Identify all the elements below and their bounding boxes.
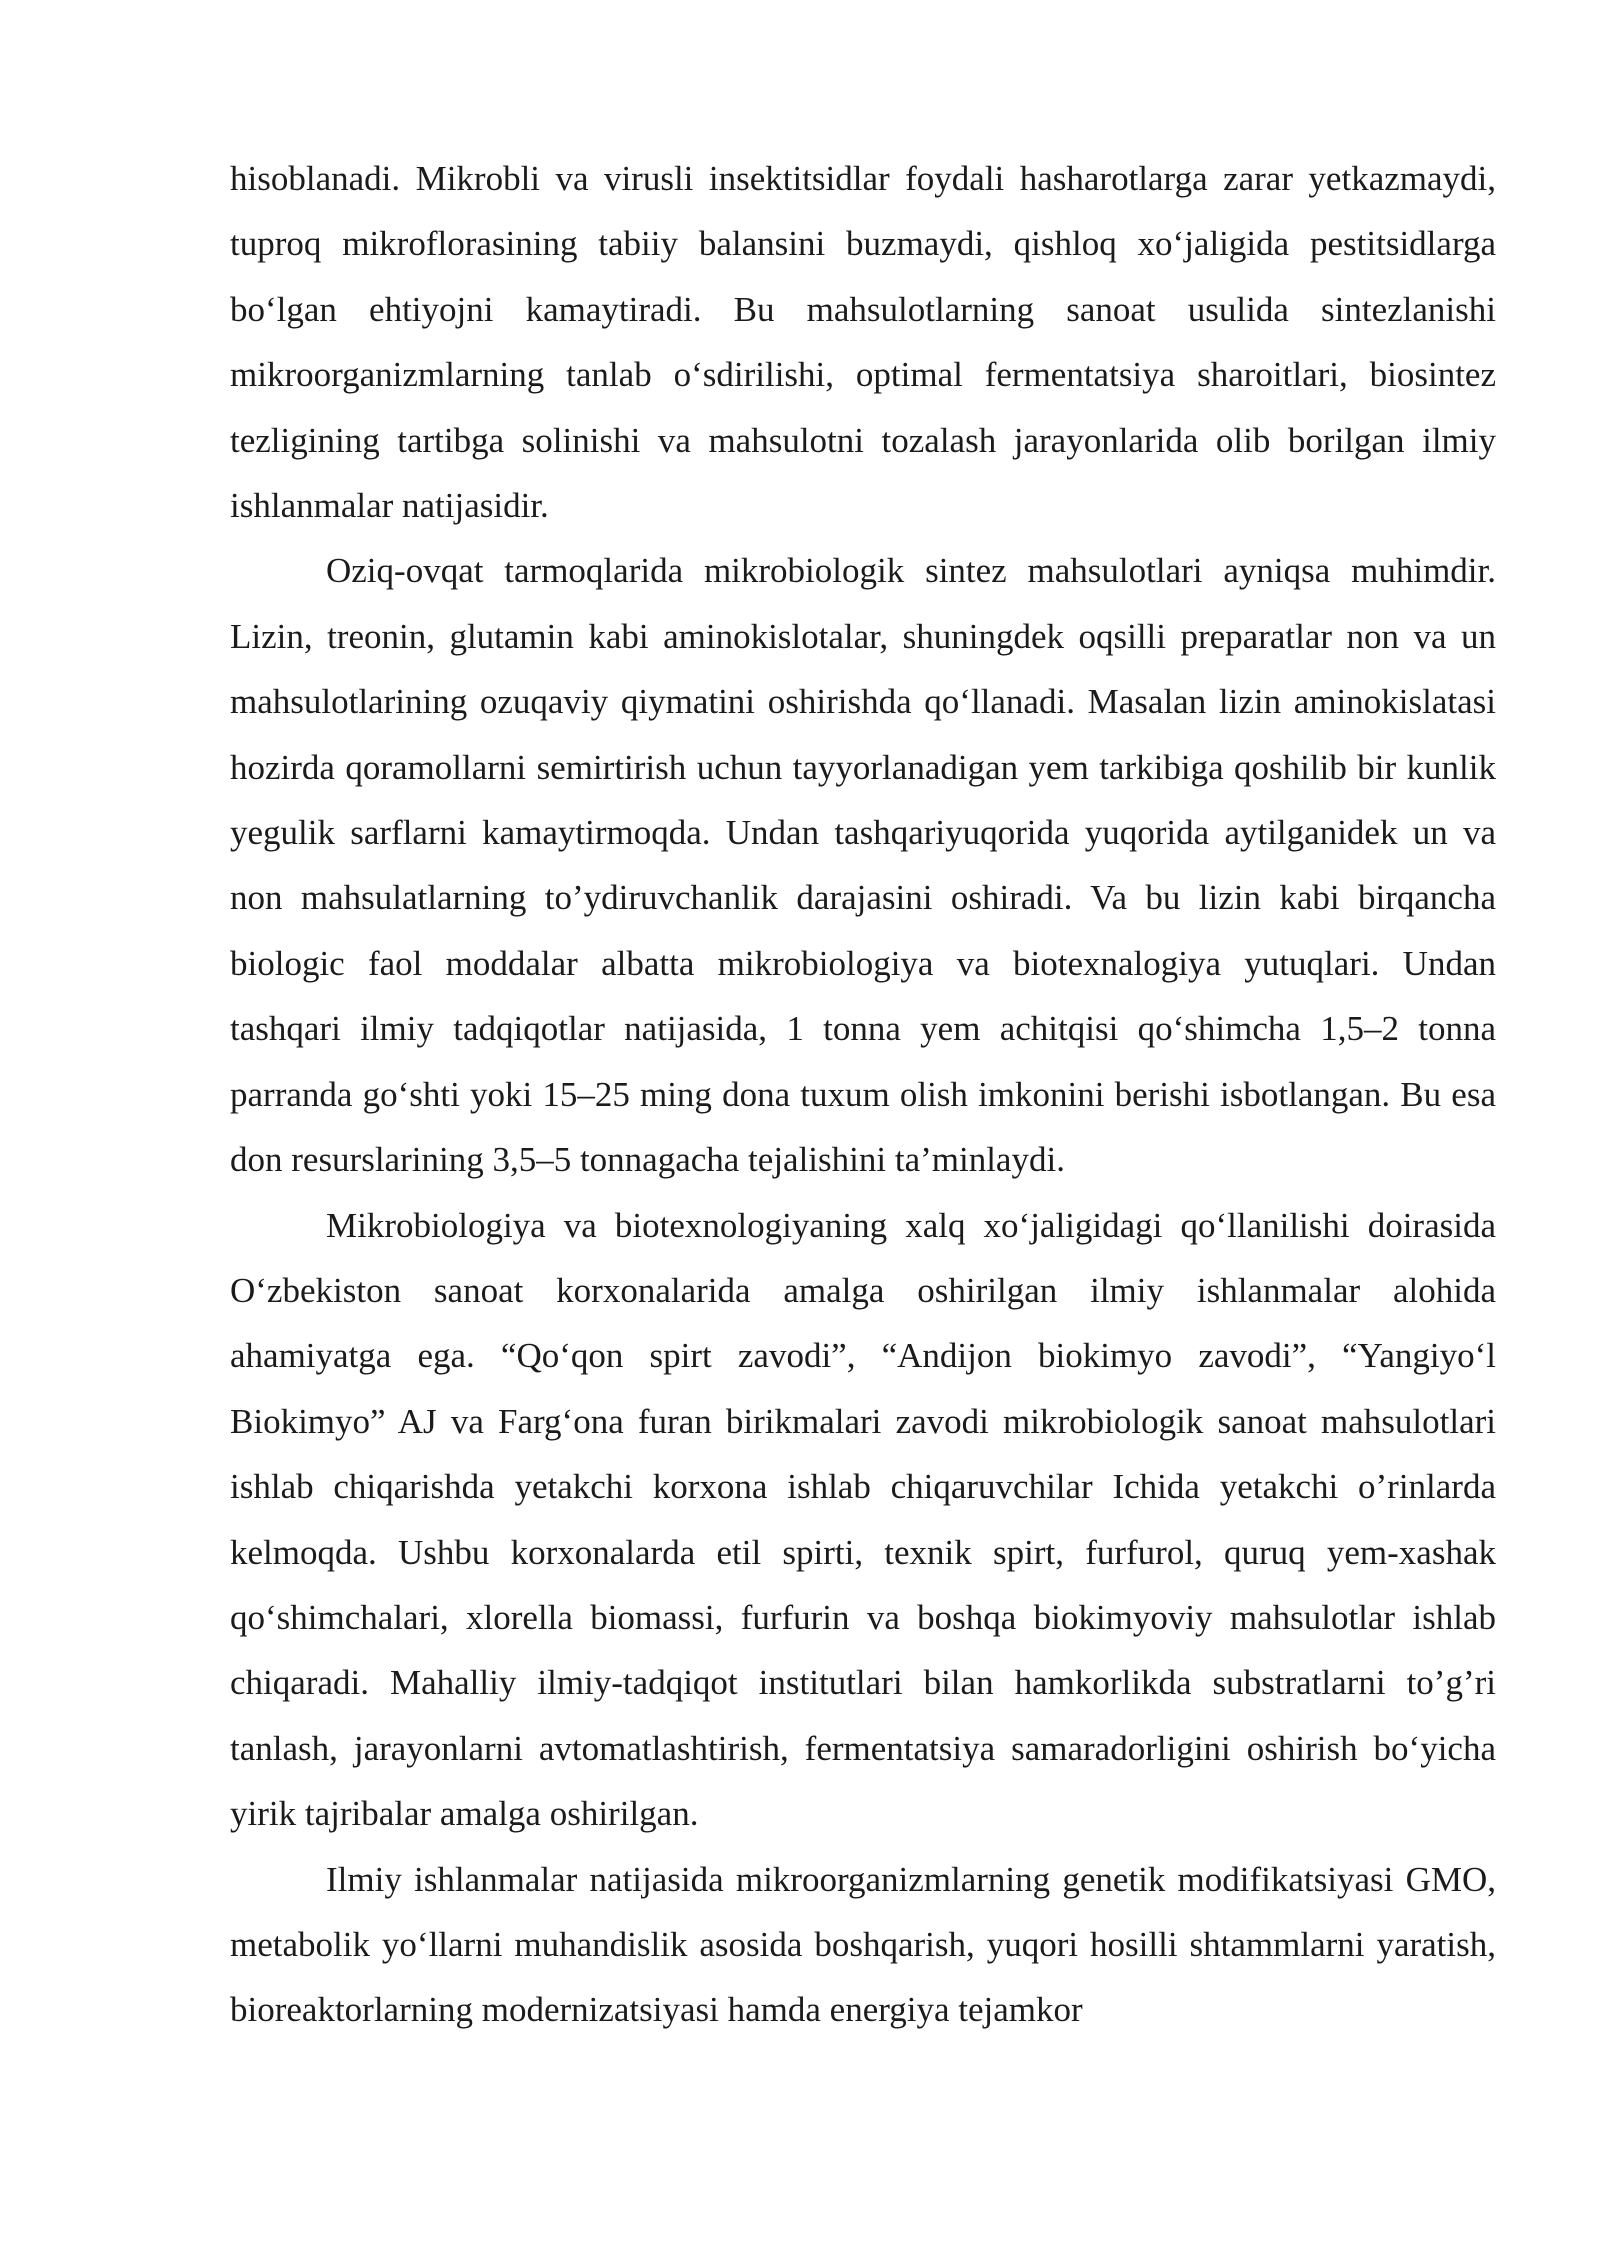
paragraph-2: Oziq-ovqat tarmoqlarida mikrobiologik sintez mahsulotlari ayniqsa muhimdir. Lizin, treonin, glutamin kabi aminokislotalar, shuningdek oqsilli preparatlar non va un mahsulotlarining ozuqaviy qiymatini oshirishda qo‘llanadi. Masalan lizin aminokislatasi hozirda qoramollarni semirtirish uchun tayyorlanadigan yem tarkibiga qoshilib bir kunlik yegulik sarflarni kamaytirmoqda. Undan tashqariyuqorida yuqorida aytilganidek un va non mahsulatlarning to’ydiruvchanlik darajasini oshiradi. Va bu lizin kabi birqancha biologic faol moddalar albatta mikrobiologiya va biotexnalogiya yutuqlari. Undan tashqari ilmiy tadqiqotlar natijasida, 1 tonna yem achitqisi qo‘shimcha 1,5–2 tonna parranda go‘shti yoki 15–25 ming dona tuxum olish imkonini berishi isbotlangan. Bu esa don resurslarining 3,5–5 tonnagacha tejalishini ta’minlaydi.	[230, 551, 1496, 1180]
paragraph-3: Mikrobiologiya va biotexnologiyaning xalq xo‘jaligidagi qo‘llanilishi doirasida O‘zbekiston sanoat korxonalarida amalga oshirilgan ilmiy ishlanmalar alohida ahamiyatga ega. “Qo‘qon spirt zavodi”, “Andijon biokimyo zavodi”, “Yangiyo‘l Biokimyo” AJ va Farg‘ona furan birikmalari zavodi mikrobiologik sanoat mahsulotlari ishlab chiqarishda yetakchi korxona ishlab chiqaruvchilar Ichida yetakchi o’rinlarda kelmoqda. Ushbu korxonalarda etil spirti, texnik spirt, furfurol, quruq yem-xashak qo‘shimchalari, xlorella biomassi, furfurin va boshqa biokimyoviy mahsulotlar ishlab chiqaradi. Mahalliy ilmiy-tadqiqot institutlari bilan hamkorlikda substratlarni to’g’ri tanlash, jarayonlarni avtomatlashtirish, fermentatsiya samaradorligini oshirish bo‘yicha yirik tajribalar amalga oshirilgan.	[230, 1205, 1496, 1834]
document-page	[230, 146, 1496, 2043]
paragraph-1: hisoblanadi. Mikrobli va virusli insektitsidlar foydali hasharotlarga zarar yetkazmaydi, tuproq mikroflorasining tabiiy balansini buzmaydi, qishloq xo‘jaligida pestitsidlarga bo‘lgan ehtiyojni kamaytiradi. Bu mahsulotlarning sanoat usulida sintezlanishi mikroorganizmlarning tanlab o‘sdirilishi, optimal fermentatsiya sharoitlari, biosintez tezligining tartibga solinishi va mahsulotni tozalash jarayonlarida olib borilgan ilmiy ishlanmalar natijasidir.	[230, 159, 1496, 526]
paragraph-4: Ilmiy ishlanmalar natijasida mikroorganizmlarning genetik modifikatsiyasi GMO, metabolik yo‘llarni muhandislik asosida boshqarish, yuqori hosilli shtammlarni yaratish, bioreaktorlarning modernizatsiyasi hamda energiya tejamkor	[230, 1859, 1496, 2030]
